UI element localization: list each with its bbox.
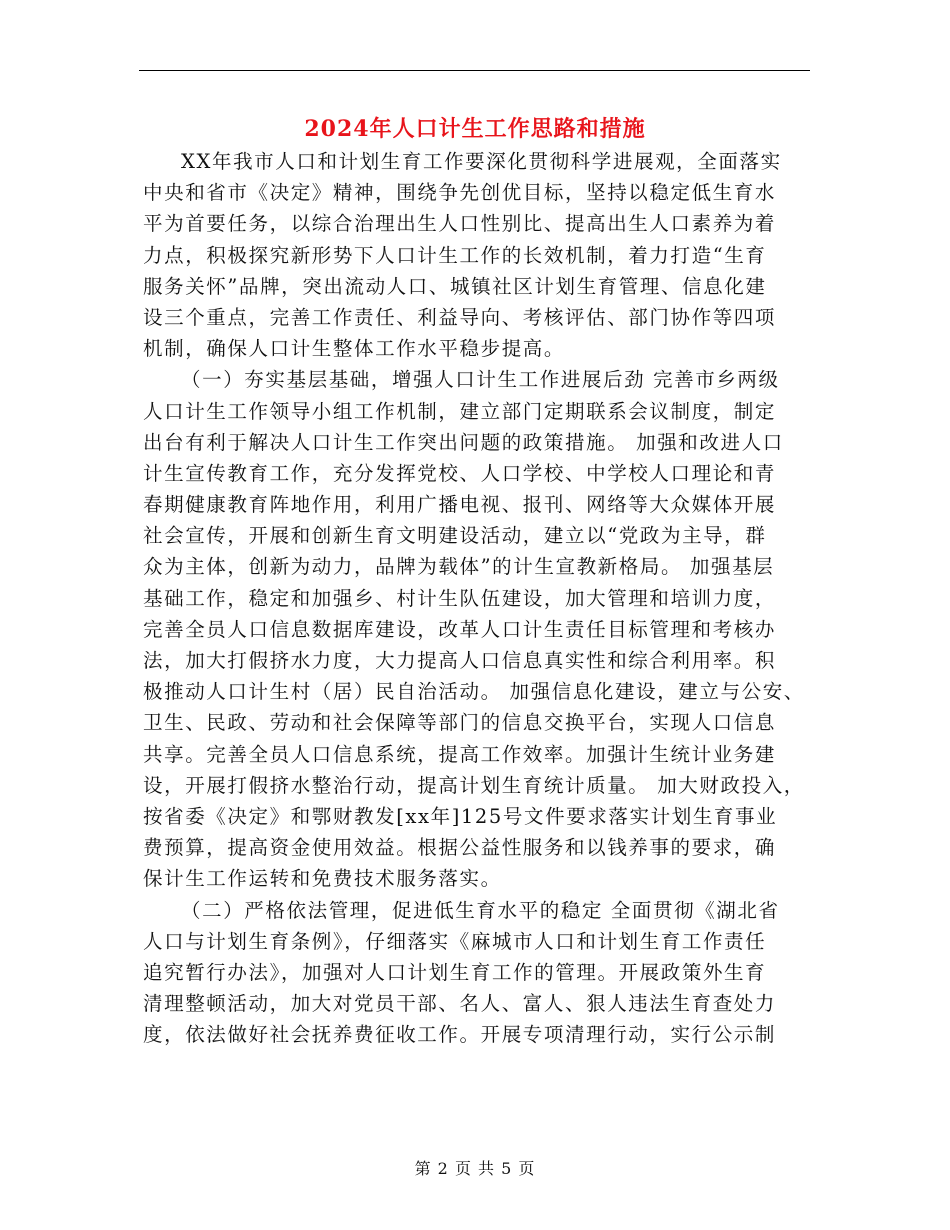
body-line: 设三个重点，完善工作责任、利益导向、考核评估、部门协作等四项 xyxy=(143,305,777,329)
document-title: 2024年人口计生工作思路和措施 xyxy=(304,116,646,142)
document-body xyxy=(143,146,819,1050)
section-heading-line: （二）严格依法管理，促进低生育水平的稳定 全面贯彻《湖北省 xyxy=(181,898,780,922)
body-line: 基础工作，稳定和加强乡、村计生队伍建设，加大管理和培训力度， xyxy=(143,586,777,610)
body-line: 卫生、民政、劳动和社会保障等部门的信息交换平台，实现人口信息 xyxy=(143,711,777,735)
body-line: 中央和省市《决定》精神，围绕争先创优目标，坚持以稳定低生育水 xyxy=(143,181,777,205)
body-line: 社会宣传，开展和创新生育文明建设活动，建立以“党政为主导，群 xyxy=(143,524,767,548)
body-line: 设，开展打假挤水整治行动，提高计划生育统计质量。 加大财政投入， xyxy=(143,773,805,797)
body-line: 费预算，提高资金使用效益。根据公益性服务和以钱养事的要求，确 xyxy=(143,836,777,860)
body-line: XX年我市人口和计划生育工作要深化贯彻科学进展观，全面落实 xyxy=(181,150,782,173)
body-line: 度，依法做好社会抚养费征收工作。开展专项清理行动，实行公示制 xyxy=(143,1023,777,1047)
body-line: 力点，积极探究新形势下人口计生工作的长效机制，着力打造“生育 xyxy=(143,243,767,267)
body-line: 计生宣传教育工作，充分发挥党校、人口学校、中学校人口理论和青 xyxy=(143,461,777,485)
page-footer: 第 2 页 共 5 页 xyxy=(414,1159,536,1178)
header-rule xyxy=(139,70,810,71)
section-heading-line: （一）夯实基层基础，增强人口计生工作进展后劲 完善市乡两级 xyxy=(181,368,780,392)
body-line: 人口与计划生育条例》，仔细落实《麻城市人口和计划生育工作责任 xyxy=(143,929,767,953)
body-line: 保计生工作运转和免费技术服务落实。 xyxy=(143,867,502,891)
body-line: 出台有利于解决人口计生工作突出问题的政策措施。 加强和改进人口 xyxy=(143,430,784,454)
body-line: 按省委《决定》和鄂财教发[xx年]125号文件要求落实计划生育事业 xyxy=(143,804,778,828)
body-line: 共享。完善全员人口信息系统，提高工作效率。加强计生统计业务建 xyxy=(143,742,777,766)
body-line: 法，加大打假挤水力度，大力提高人口信息真实性和综合利用率。积 xyxy=(143,649,777,672)
body-line: 追究暂行办法》，加强对人口计划生育工作的管理。开展政策外生育 xyxy=(143,960,767,984)
body-line: 平为首要任务，以综合治理出生人口性别比、提高出生人口素养为着 xyxy=(143,212,777,236)
body-line: 春期健康教育阵地作用，利用广播电视、报刊、网络等大众媒体开展 xyxy=(143,493,777,517)
body-line: 服务关怀”品牌，突出流动人口、城镇社区计划生育管理、信息化建 xyxy=(143,274,767,298)
body-line: 机制，确保人口计生整体工作水平稳步提高。 xyxy=(143,337,566,361)
body-line: 完善全员人口信息数据库建设，改革人口计生责任目标管理和考核办 xyxy=(143,617,777,641)
body-line: 清理整顿活动，加大对党员干部、名人、富人、狠人违法生育查处力 xyxy=(143,992,777,1016)
body-line: 众为主体，创新为动力，品牌为载体”的计生宣教新格局。 加强基层 xyxy=(143,555,775,579)
body-line: 极推动人口计生村（居）民自治活动。 加强信息化建设，建立与公安、 xyxy=(143,680,805,704)
body-line: 人口计生工作领导小组工作机制，建立部门定期联系会议制度，制定 xyxy=(143,399,777,423)
